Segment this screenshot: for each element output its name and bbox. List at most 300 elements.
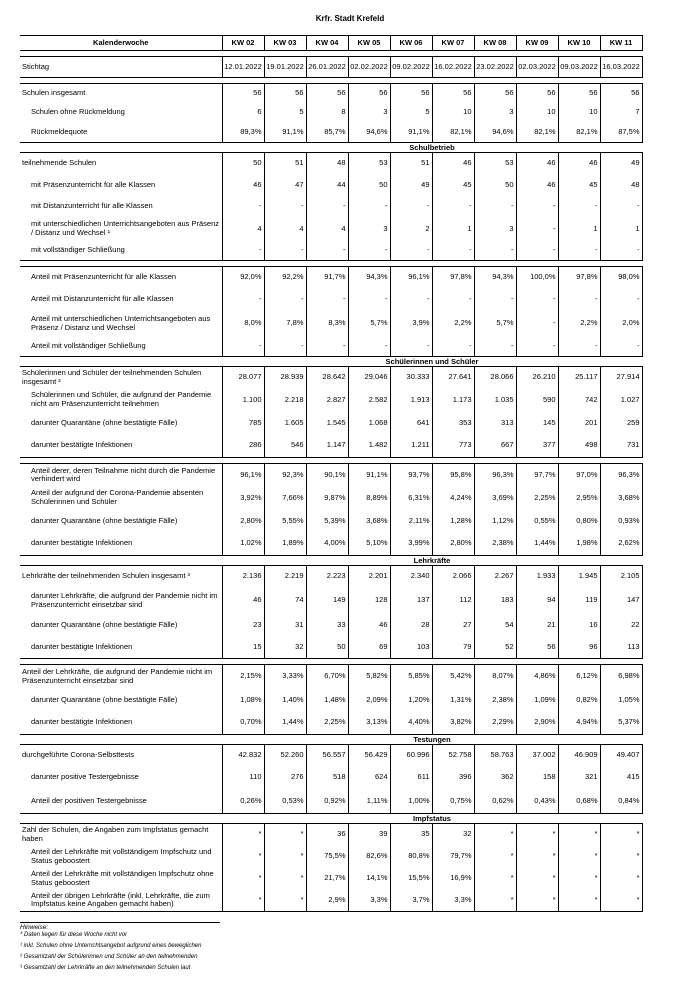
- table-row: [20, 123, 642, 143]
- value-cell: 09.03.2022: [558, 57, 600, 78]
- value-cell: 1,00%: [390, 790, 432, 814]
- value-cell: 0,92%: [306, 790, 348, 814]
- table-row: [20, 197, 642, 217]
- value-cell: -: [516, 197, 558, 217]
- value-cell: 5,42%: [432, 665, 474, 689]
- week-header: KW 02: [222, 36, 264, 51]
- value-cell: 624: [348, 766, 390, 790]
- value-cell: 33: [306, 614, 348, 637]
- value-cell: 0,80%: [558, 510, 600, 533]
- value-cell: 97,8%: [558, 267, 600, 289]
- value-cell: -: [558, 242, 600, 261]
- value-cell: 3: [348, 103, 390, 123]
- value-cell: 2.223: [306, 566, 348, 588]
- table-row: [20, 103, 642, 123]
- value-cell: 590: [516, 389, 558, 412]
- page-title: Krfr. Stadt Krefeld: [315, 14, 385, 23]
- value-cell: 9,87%: [306, 487, 348, 510]
- row-label: darunter bestätigte Infektionen: [20, 637, 222, 659]
- value-cell: 0,70%: [222, 712, 264, 735]
- value-cell: -: [306, 289, 348, 311]
- value-cell: 19.01.2022: [264, 57, 306, 78]
- row-label: Anteil derer, deren Teilnahme nicht durch die Pandemie verhindert wird: [20, 464, 222, 487]
- week-header: KW 07: [432, 36, 474, 51]
- value-cell: 14,1%: [348, 868, 390, 890]
- value-cell: -: [474, 242, 516, 261]
- value-cell: *: [222, 868, 264, 890]
- value-cell: -: [390, 242, 432, 261]
- value-cell: 112: [432, 588, 474, 614]
- value-cell: 1.147: [306, 435, 348, 458]
- value-cell: 3: [474, 217, 516, 242]
- value-cell: 119: [558, 588, 600, 614]
- value-cell: *: [264, 824, 306, 846]
- value-cell: 1.068: [348, 412, 390, 435]
- value-cell: -: [306, 197, 348, 217]
- section-title-row: [20, 814, 642, 824]
- value-cell: 21,7%: [306, 868, 348, 890]
- value-cell: *: [264, 890, 306, 912]
- value-cell: *: [558, 824, 600, 846]
- value-cell: *: [222, 824, 264, 846]
- value-cell: 39: [348, 824, 390, 846]
- value-cell: 3,82%: [432, 712, 474, 735]
- value-cell: 0,53%: [264, 790, 306, 814]
- value-cell: 51: [390, 153, 432, 175]
- value-cell: *: [474, 824, 516, 846]
- value-cell: 46: [222, 588, 264, 614]
- value-cell: 10: [516, 103, 558, 123]
- value-cell: -: [222, 197, 264, 217]
- value-cell: 6,98%: [600, 665, 642, 689]
- row-label: Anteil der aufgrund der Corona-Pandemie absenten Schülerinnen und Schüler: [31, 488, 204, 506]
- value-cell: 94,6%: [474, 123, 516, 143]
- value-cell: 1,11%: [348, 790, 390, 814]
- value-cell: 546: [264, 435, 306, 458]
- value-cell: 52.758: [432, 745, 474, 766]
- row-label: Anteil der Lehrkräfte, die aufgrund der Pandemie nicht im Präsenzunterricht einsetzbar sind: [20, 665, 222, 689]
- row-label: Anteil mit Distanzunterricht für alle Klassen: [31, 294, 174, 304]
- value-cell: 12.01.2022: [222, 57, 264, 78]
- value-cell: 110: [222, 766, 264, 790]
- row-label: darunter Lehrkräfte, die aufgrund der Pandemie nicht im Präsenzunterricht einsetzbar sind: [31, 590, 218, 609]
- value-cell: 8,07%: [474, 665, 516, 689]
- value-cell: *: [558, 846, 600, 868]
- value-cell: 94,3%: [474, 267, 516, 289]
- table-row: [20, 614, 642, 637]
- value-cell: 79: [432, 637, 474, 659]
- value-cell: 1.035: [474, 389, 516, 412]
- value-cell: 47: [264, 175, 306, 197]
- value-cell: -: [474, 197, 516, 217]
- value-cell: -: [306, 242, 348, 261]
- footnote-heading: Hinweise:: [20, 922, 220, 931]
- value-cell: 97,7%: [516, 464, 558, 487]
- value-cell: -: [348, 289, 390, 311]
- section-title-row: [20, 735, 642, 745]
- value-cell: 53: [474, 153, 516, 175]
- value-cell: 50: [222, 153, 264, 175]
- value-cell: 90,1%: [306, 464, 348, 487]
- value-cell: 26.01.2022: [306, 57, 348, 78]
- value-cell: -: [432, 242, 474, 261]
- value-cell: 2.218: [264, 389, 306, 412]
- value-cell: *: [474, 846, 516, 868]
- row-label: Rückmeldequote: [20, 123, 222, 143]
- value-cell: 415: [600, 766, 642, 790]
- value-cell: 56.429: [348, 745, 390, 766]
- value-cell: 147: [600, 588, 642, 614]
- value-cell: *: [600, 890, 642, 912]
- value-cell: 2,80%: [432, 533, 474, 556]
- value-cell: 2.136: [222, 566, 264, 588]
- row-label: Anteil mit vollständiger Schließung: [20, 337, 222, 357]
- value-cell: 113: [600, 637, 642, 659]
- row-label: durchgeführte Corona-Selbsttests: [20, 745, 222, 766]
- value-cell: 91,1%: [390, 123, 432, 143]
- value-cell: 1,12%: [474, 510, 516, 533]
- row-label: Schülerinnen und Schüler, die aufgrund der Pandemie nicht am Präsenzunterricht teilnehmen: [31, 390, 212, 408]
- table-row: [20, 389, 642, 412]
- value-cell: 16: [558, 614, 600, 637]
- value-cell: 3,3%: [432, 890, 474, 912]
- value-cell: 149: [306, 588, 348, 614]
- value-cell: 48: [306, 153, 348, 175]
- value-cell: 42.832: [222, 745, 264, 766]
- value-cell: 93,7%: [390, 464, 432, 487]
- value-cell: 95,8%: [432, 464, 474, 487]
- value-cell: 56: [516, 84, 558, 103]
- footnote-1: * Daten liegen für diese Woche nicht vor: [20, 932, 128, 938]
- value-cell: 1.945: [558, 566, 600, 588]
- value-cell: 2.827: [306, 389, 348, 412]
- value-cell: 52.260: [264, 745, 306, 766]
- value-cell: -: [516, 289, 558, 311]
- value-cell: -: [264, 197, 306, 217]
- value-cell: 96,3%: [600, 464, 642, 487]
- value-cell: -: [558, 197, 600, 217]
- row-label: darunter positive Testergebnisse: [31, 772, 139, 782]
- value-cell: 21: [516, 614, 558, 637]
- value-cell: 641: [390, 412, 432, 435]
- row-label: mit Distanzunterricht für alle Klassen: [31, 201, 153, 211]
- value-cell: 5,55%: [264, 510, 306, 533]
- value-cell: 353: [432, 412, 474, 435]
- value-cell: 128: [348, 588, 390, 614]
- week-header: KW 05: [348, 36, 390, 51]
- value-cell: 50: [474, 175, 516, 197]
- value-cell: -: [264, 289, 306, 311]
- value-cell: 97,0%: [558, 464, 600, 487]
- row-label: mit vollständiger Schließung: [20, 242, 222, 261]
- value-cell: *: [558, 868, 600, 890]
- value-cell: 28.939: [264, 367, 306, 389]
- value-cell: 28: [390, 614, 432, 637]
- value-cell: 16.02.2022: [432, 57, 474, 78]
- row-label: Schulen insgesamt: [20, 84, 222, 103]
- value-cell: *: [474, 868, 516, 890]
- value-cell: -: [348, 197, 390, 217]
- row-label: Anteil der Lehrkräfte mit vollständigem Impfschutz und Status geboostert: [31, 846, 212, 865]
- value-cell: 82,1%: [516, 123, 558, 143]
- value-cell: 44: [306, 175, 348, 197]
- value-cell: 1.211: [390, 435, 432, 458]
- value-cell: 2,11%: [390, 510, 432, 533]
- value-cell: 0,43%: [516, 790, 558, 814]
- value-cell: 0,93%: [600, 510, 642, 533]
- value-cell: -: [390, 289, 432, 311]
- value-cell: 3,9%: [390, 311, 432, 337]
- value-cell: 4,24%: [432, 487, 474, 510]
- value-cell: 50: [306, 637, 348, 659]
- value-cell: 183: [474, 588, 516, 614]
- value-cell: *: [600, 846, 642, 868]
- value-cell: 2,25%: [306, 712, 348, 735]
- value-cell: 731: [600, 435, 642, 458]
- value-cell: 5,39%: [306, 510, 348, 533]
- value-cell: 0,84%: [600, 790, 642, 814]
- value-cell: 3,68%: [348, 510, 390, 533]
- table-row: [20, 637, 642, 659]
- section-title-row: [20, 357, 642, 367]
- row-label: darunter bestätigte Infektionen: [20, 435, 222, 458]
- value-cell: 1,09%: [516, 689, 558, 712]
- value-cell: -: [600, 289, 642, 311]
- value-cell: 56: [600, 84, 642, 103]
- value-cell: 30.333: [390, 367, 432, 389]
- value-cell: 1.605: [264, 412, 306, 435]
- value-cell: 4,86%: [516, 665, 558, 689]
- week-header: KW 08: [474, 36, 516, 51]
- table-row: [20, 745, 642, 766]
- value-cell: 25.117: [558, 367, 600, 389]
- value-cell: 3,69%: [474, 487, 516, 510]
- footnote-4: ³ Gesamtzahl der Lehrkräfte an den teilnehmenden Schulen laut: [20, 965, 191, 971]
- value-cell: *: [222, 846, 264, 868]
- value-cell: 518: [306, 766, 348, 790]
- value-cell: 1,08%: [222, 689, 264, 712]
- value-cell: 56: [474, 84, 516, 103]
- value-cell: 15,5%: [390, 868, 432, 890]
- week-header: KW 06: [390, 36, 432, 51]
- value-cell: 2.582: [348, 389, 390, 412]
- value-cell: *: [222, 890, 264, 912]
- value-cell: 8,0%: [222, 311, 264, 337]
- value-cell: -: [600, 197, 642, 217]
- value-cell: -: [222, 337, 264, 357]
- value-cell: *: [516, 890, 558, 912]
- value-cell: 1.027: [600, 389, 642, 412]
- value-cell: 2.066: [432, 566, 474, 588]
- value-cell: 46: [558, 153, 600, 175]
- table-row: [20, 790, 642, 814]
- value-cell: 36: [306, 824, 348, 846]
- value-cell: -: [348, 242, 390, 261]
- value-cell: 0,82%: [558, 689, 600, 712]
- value-cell: -: [264, 337, 306, 357]
- value-cell: 611: [390, 766, 432, 790]
- value-cell: 79,7%: [432, 846, 474, 868]
- value-cell: 2.267: [474, 566, 516, 588]
- row-label: Lehrkräfte der teilnehmenden Schulen insgesamt ³: [20, 566, 222, 588]
- row-label: Anteil mit Präsenzunterricht für alle Klassen: [20, 267, 222, 289]
- value-cell: *: [558, 890, 600, 912]
- row-label: darunter bestätigte Infektionen: [20, 533, 222, 556]
- value-cell: 46.909: [558, 745, 600, 766]
- value-cell: 1,02%: [222, 533, 264, 556]
- section-title-row: [20, 143, 642, 153]
- table-row: [20, 846, 642, 868]
- value-cell: 6,31%: [390, 487, 432, 510]
- value-cell: 22: [600, 614, 642, 637]
- value-cell: -: [474, 289, 516, 311]
- value-cell: 51: [264, 153, 306, 175]
- value-cell: 94,6%: [348, 123, 390, 143]
- value-cell: -: [558, 337, 600, 357]
- value-cell: 96,3%: [474, 464, 516, 487]
- table-row: [20, 217, 642, 242]
- value-cell: 1.913: [390, 389, 432, 412]
- value-cell: 3,33%: [264, 665, 306, 689]
- value-cell: 80,8%: [390, 846, 432, 868]
- row-label: darunter Quarantäne (ohne bestätigte Fälle): [31, 694, 178, 704]
- value-cell: 5: [264, 103, 306, 123]
- value-cell: 54: [474, 614, 516, 637]
- header-label: Kalenderwoche: [20, 36, 222, 51]
- value-cell: 56: [516, 637, 558, 659]
- row-label: Stichtag: [20, 57, 222, 78]
- value-cell: 8,3%: [306, 311, 348, 337]
- table-row: [20, 337, 642, 357]
- value-cell: 56: [348, 84, 390, 103]
- value-cell: 1: [432, 217, 474, 242]
- value-cell: 32: [264, 637, 306, 659]
- value-cell: 0,26%: [222, 790, 264, 814]
- value-cell: 50: [348, 175, 390, 197]
- value-cell: 1,98%: [558, 533, 600, 556]
- value-cell: 82,6%: [348, 846, 390, 868]
- value-cell: 98,0%: [600, 267, 642, 289]
- value-cell: 91,1%: [264, 123, 306, 143]
- value-cell: 60.996: [390, 745, 432, 766]
- row-label: Anteil der übrigen Lehrkräfte (inkl. Lehrkräfte, die zum Impfstatus keine Angaben gemacht haben): [20, 890, 222, 912]
- value-cell: 16,9%: [432, 868, 474, 890]
- section-spacer: [20, 556, 222, 566]
- value-cell: 96,1%: [222, 464, 264, 487]
- value-cell: 26.210: [516, 367, 558, 389]
- table-row: [20, 267, 642, 289]
- row-label: darunter Quarantäne (ohne bestätigte Fälle): [31, 417, 178, 427]
- value-cell: 3,13%: [348, 712, 390, 735]
- value-cell: 56: [222, 84, 264, 103]
- value-cell: 4: [222, 217, 264, 242]
- value-cell: 3,3%: [348, 890, 390, 912]
- value-cell: 27.641: [432, 367, 474, 389]
- value-cell: -: [348, 337, 390, 357]
- section-spacer: [20, 814, 222, 824]
- table-row: [20, 242, 642, 261]
- value-cell: 3,99%: [390, 533, 432, 556]
- value-cell: 5,10%: [348, 533, 390, 556]
- value-cell: 1,31%: [432, 689, 474, 712]
- value-cell: 103: [390, 637, 432, 659]
- report-table: [20, 35, 643, 912]
- week-header: KW 04: [306, 36, 348, 51]
- value-cell: 2.105: [600, 566, 642, 588]
- table-row: [20, 665, 642, 689]
- value-cell: 137: [390, 588, 432, 614]
- value-cell: -: [474, 337, 516, 357]
- value-cell: 96,1%: [390, 267, 432, 289]
- value-cell: 0,55%: [516, 510, 558, 533]
- value-cell: 2,15%: [222, 665, 264, 689]
- value-cell: 3,7%: [390, 890, 432, 912]
- value-cell: 2,25%: [516, 487, 558, 510]
- value-cell: 0,75%: [432, 790, 474, 814]
- section-spacer: [20, 357, 222, 367]
- value-cell: 1: [558, 217, 600, 242]
- value-cell: 1.100: [222, 389, 264, 412]
- value-cell: 2,38%: [474, 533, 516, 556]
- value-cell: 667: [474, 435, 516, 458]
- value-cell: 56: [432, 84, 474, 103]
- value-cell: 2,29%: [474, 712, 516, 735]
- value-cell: 89,3%: [222, 123, 264, 143]
- value-cell: 45: [558, 175, 600, 197]
- value-cell: 2,80%: [222, 510, 264, 533]
- value-cell: 2,0%: [600, 311, 642, 337]
- value-cell: 1.173: [432, 389, 474, 412]
- value-cell: 6,70%: [306, 665, 348, 689]
- value-cell: -: [222, 242, 264, 261]
- header-row: [20, 36, 642, 51]
- section-title-schueler: Schülerinnen und Schüler: [385, 357, 479, 366]
- value-cell: *: [516, 846, 558, 868]
- value-cell: 4: [306, 217, 348, 242]
- value-cell: 2.340: [390, 566, 432, 588]
- value-cell: 1,44%: [264, 712, 306, 735]
- value-cell: 49: [390, 175, 432, 197]
- value-cell: 7,8%: [264, 311, 306, 337]
- value-cell: -: [390, 197, 432, 217]
- value-cell: 46: [348, 614, 390, 637]
- value-cell: 321: [558, 766, 600, 790]
- value-cell: 35: [390, 824, 432, 846]
- value-cell: *: [600, 824, 642, 846]
- value-cell: 201: [558, 412, 600, 435]
- value-cell: 56: [558, 84, 600, 103]
- row-label: darunter Quarantäne (ohne bestätigte Fälle): [31, 619, 178, 629]
- value-cell: 5,7%: [474, 311, 516, 337]
- value-cell: 10: [558, 103, 600, 123]
- value-cell: 5,7%: [348, 311, 390, 337]
- value-cell: 8: [306, 103, 348, 123]
- value-cell: 32: [432, 824, 474, 846]
- table-row: [20, 766, 642, 790]
- value-cell: *: [600, 868, 642, 890]
- value-cell: 1,28%: [432, 510, 474, 533]
- value-cell: 8,89%: [348, 487, 390, 510]
- value-cell: 259: [600, 412, 642, 435]
- week-header: KW 10: [558, 36, 600, 51]
- value-cell: 85,7%: [306, 123, 348, 143]
- value-cell: 276: [264, 766, 306, 790]
- row-label: darunter Quarantäne (ohne bestätigte Fälle): [31, 515, 178, 525]
- value-cell: 37.002: [516, 745, 558, 766]
- value-cell: 0,62%: [474, 790, 516, 814]
- value-cell: *: [264, 868, 306, 890]
- value-cell: 49: [600, 153, 642, 175]
